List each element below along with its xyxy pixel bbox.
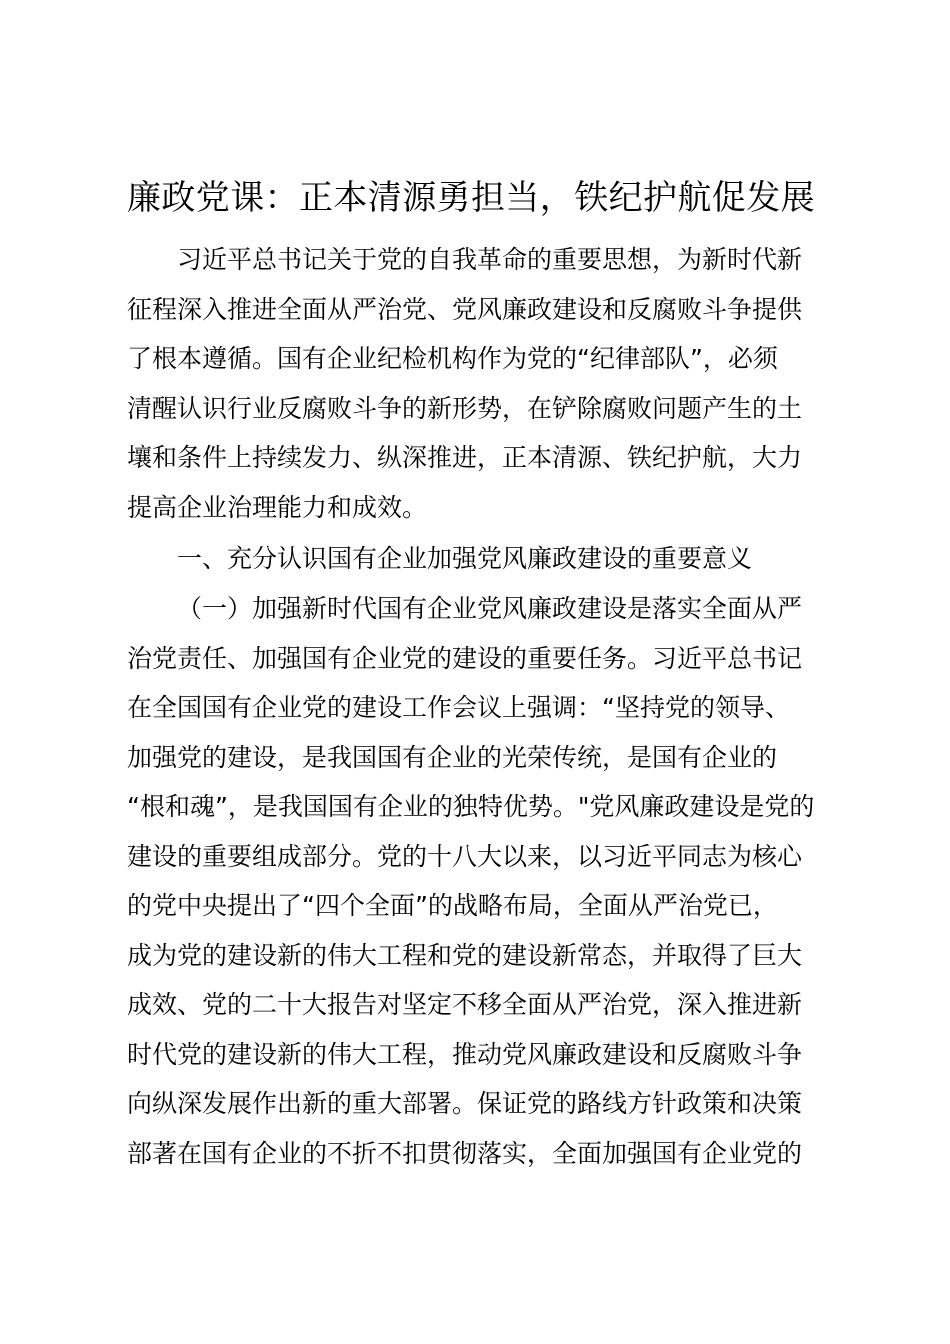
paragraph-line: 在全国国有企业党的建设工作会议上强调：“坚持党的领导、 bbox=[127, 693, 790, 722]
paragraph-section-1-1 bbox=[127, 584, 832, 1178]
paragraph-line: 时代党的建设新的伟大工程，推动党风廉政建设和反腐败斗争 bbox=[127, 1039, 803, 1069]
paragraph-line: 成效、党的二十大报告对坚定不移全面从严治党，深入推进新 bbox=[127, 990, 803, 1019]
paragraph-line: 治党责任、加强国有企业党的建设的重要任务。习近平总书记 bbox=[127, 643, 803, 673]
paragraph-intro bbox=[127, 235, 832, 532]
paragraph-line: 加强党的建设，是我国国有企业的光荣传统，是国有企业的 bbox=[127, 742, 778, 772]
paragraph-line: 习近平总书记关于党的自我革命的重要思想，为新时代新 bbox=[177, 245, 803, 274]
paragraph-line: 的党中央提出了“四个全面”的战略布局，全面从严治党已， bbox=[127, 891, 778, 920]
document-title: 廉政党课：正本清源勇担当，铁纪护航促发展 bbox=[127, 178, 815, 218]
paragraph-line: （一）加强新时代国有企业党风廉政建设是落实全面从严 bbox=[177, 594, 803, 623]
paragraph-line: “根和魂”，是我国国有企业的独特优势。"党风廉政建设是党的 bbox=[127, 792, 815, 821]
paragraph-line: 提高企业治理能力和成效。 bbox=[127, 492, 428, 522]
paragraph-line: 成为党的建设新的伟大工程和党的建设新常态，并取得了巨大 bbox=[127, 940, 803, 970]
section-heading-text: 一、充分认识国有企业加强党风廉政建设的重要意义 bbox=[177, 544, 753, 573]
paragraph-line: 清醒认识行业反腐败斗争的新形势，在铲除腐败问题产生的土 bbox=[127, 393, 803, 423]
paragraph-line: 了根本遵循。国有企业纪检机构作为党的“纪律部队”，必须 bbox=[127, 344, 778, 373]
section-heading bbox=[127, 534, 832, 584]
paragraph-line: 壤和条件上持续发力、纵深推进，正本清源、铁纪护航，大力 bbox=[127, 443, 803, 472]
paragraph-line: 征程深入推进全面从严治党、党风廉政建设和反腐败斗争提供 bbox=[127, 294, 803, 324]
paragraph-line: 向纵深发展作出新的重大部署。保证党的路线方针政策和决策 bbox=[127, 1089, 803, 1118]
paragraph-line: 部著在国有企业的不折不扣贯彻落实，全面加强国有企业党的 bbox=[127, 1138, 803, 1168]
paragraph-line: 建设的重要组成部分。党的十八大以来，以习近平同志为核心 bbox=[127, 841, 803, 871]
